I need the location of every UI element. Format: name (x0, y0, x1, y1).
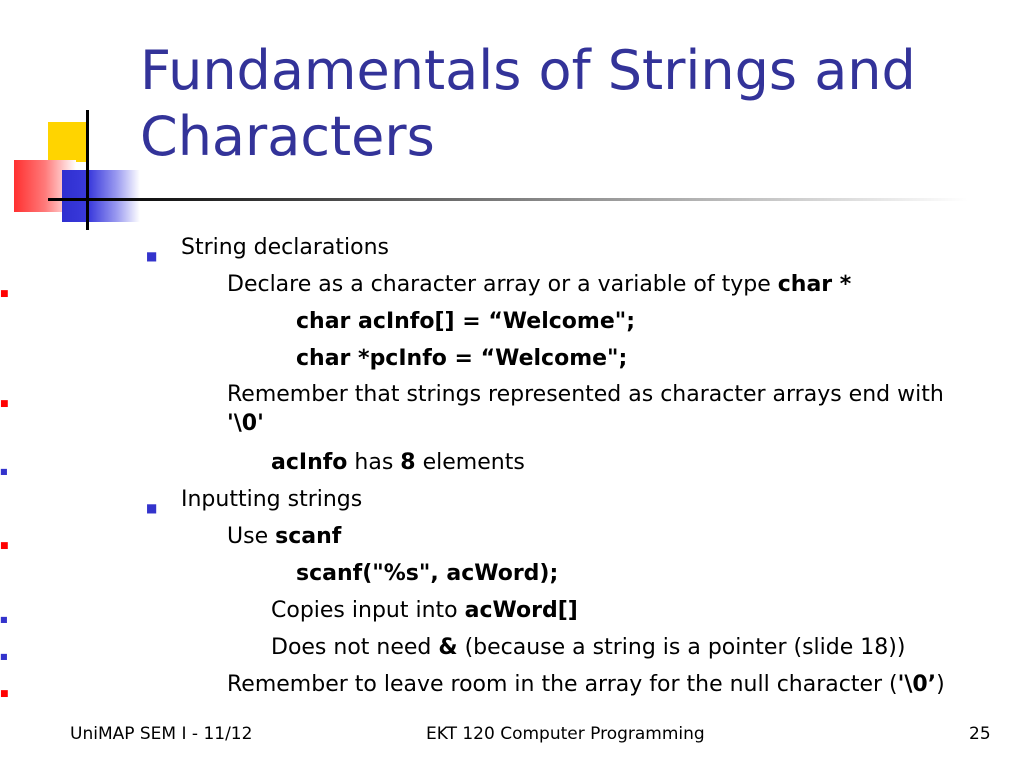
bullet-square-icon: ■ (0, 615, 8, 624)
bullet-square-icon: ■ (0, 689, 9, 699)
bullet-square-icon: ■ (0, 541, 9, 551)
bullet-use-scanf (227, 523, 341, 551)
slide-title (140, 38, 1000, 170)
code-line-2: char *pcInfo = “Welcome"; (296, 346, 628, 371)
title-line-1: Fundamentals of Strings and (140, 39, 916, 102)
var-name: acWord[] (464, 598, 578, 623)
bullet-acinfo-elements (271, 449, 525, 477)
blue-gradient-square (62, 170, 140, 222)
footer-left: UniMAP SEM I - 11/12 (70, 724, 253, 744)
code-line-1: char acInfo[] = “Welcome"; (296, 309, 636, 334)
keyword: char * (777, 272, 852, 297)
text: Does not need (271, 635, 439, 660)
text: Remember to leave room in the array for the null character ( (227, 672, 898, 697)
text: Copies input into (271, 598, 465, 623)
bullet-declare-as (227, 271, 851, 299)
title-underline (88, 198, 968, 201)
bullet-square-icon: ■ (146, 501, 158, 515)
yellow-square (48, 122, 88, 162)
bullet-square-icon: ■ (0, 467, 8, 476)
bullet-square-icon: ■ (0, 289, 9, 299)
text: has (347, 450, 401, 475)
bullet-string-declarations: String declarations (181, 235, 389, 260)
keyword: scanf (275, 524, 342, 549)
title-line-2: Characters (140, 105, 435, 168)
page-number: 25 (969, 724, 991, 744)
text: Use (227, 524, 276, 549)
vertical-rule (86, 110, 89, 230)
crosshair-rule (48, 198, 88, 201)
operator: & (438, 635, 458, 660)
bullet-square-icon: ■ (146, 249, 158, 263)
bullet-square-icon: ■ (0, 652, 8, 661)
code-line-3: scanf("%s", acWord); (296, 561, 559, 586)
text: Declare as a character array or a variable of type (227, 272, 778, 297)
footer-center: EKT 120 Computer Programming (426, 724, 705, 744)
text: (because a string is a pointer (slide 18)) (457, 635, 906, 660)
bullet-copies-input (271, 597, 578, 625)
null-char: '\0’ (897, 672, 937, 697)
bullet-inputting-strings: Inputting strings (181, 487, 363, 512)
bullet-remember-null: Remember that strings represented as character arrays end with (227, 382, 944, 407)
bullet-square-icon: ■ (0, 399, 9, 409)
bullet-leave-room (227, 671, 945, 699)
var-name: acInfo (271, 450, 348, 475)
bullet-no-ampersand (271, 634, 905, 662)
null-terminator: '\0' (227, 411, 264, 436)
count: 8 (400, 450, 416, 475)
title-decoration (0, 0, 140, 240)
text: elements (415, 450, 525, 475)
text: ) (936, 672, 945, 697)
